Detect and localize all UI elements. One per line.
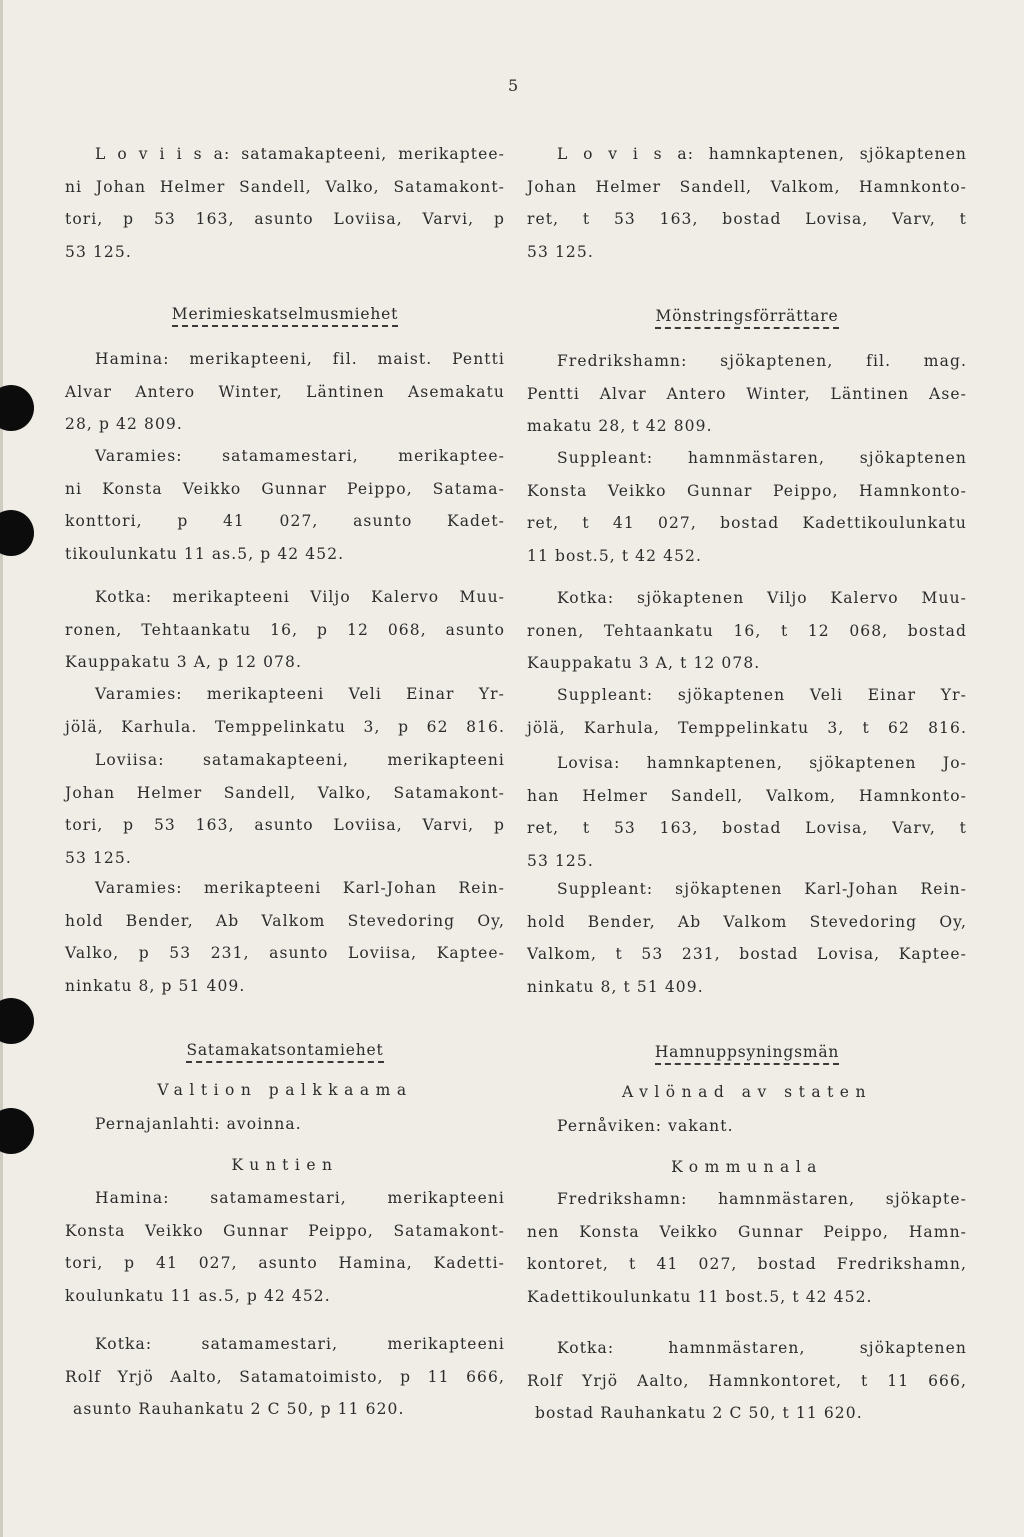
text-line: Varamies: merikapteeni Veli Einar Yr- — [95, 685, 505, 703]
entry-deputy — [65, 872, 505, 1002]
subsection-heading: Valtion palkkaama — [157, 1081, 413, 1099]
text-line: jölä, Karhula. Temppelinkatu 3, p 62 816. — [65, 717, 505, 736]
text-line: Kotka: hamnmästaren, sjökaptenen — [557, 1339, 967, 1357]
entry-deputy — [65, 678, 505, 743]
text-line: ronen, Tehtaankatu 16, t 12 068, bostad — [527, 621, 967, 640]
text-line: ni Johan Helmer Sandell, Valko, Satamakont- — [65, 177, 505, 196]
text-line: Kauppakatu 3 A, t 12 078. — [527, 654, 761, 672]
section-heading: Merimieskatselmusmiehet — [65, 304, 505, 327]
text-line: Konsta Veikko Gunnar Peippo, Hamnkonto- — [527, 481, 967, 500]
text-line: 53 125. — [65, 848, 132, 867]
text-line: koulunkatu 11 as.5, p 42 452. — [65, 1286, 331, 1305]
entry-deputy — [65, 440, 505, 570]
text-line: bostad Rauhankatu 2 C 50, t 11 620. — [535, 1404, 863, 1422]
text-line: ronen, Tehtaankatu 16, p 12 068, asunto — [65, 620, 505, 639]
text-line: 11 bost.5, t 42 452. — [527, 546, 703, 565]
text-line: Fredrikshamn: hamnmästaren, sjökapte- — [557, 1190, 967, 1208]
section-heading: Hamnuppsyningsmän — [527, 1042, 967, 1065]
text-line: 53 125. — [65, 242, 132, 261]
text-line: Suppleant: hamnmästaren, sjökaptenen — [557, 449, 967, 467]
binding-hole — [0, 1108, 34, 1154]
binding-hole — [0, 510, 34, 556]
text-line: makatu 28, t 42 809. — [527, 417, 713, 435]
entry-pernaja — [65, 1108, 505, 1141]
entry-fredrikshamn-harbour — [527, 1183, 967, 1313]
text-line: Hamina: satamamestari, merikapteeni — [95, 1189, 505, 1207]
text-line: L o v i i s a: satamakapteeni, merikaptee- — [95, 145, 505, 163]
text-line: L o v i s a: hamnkaptenen, sjökaptenen — [557, 145, 967, 163]
text-line: tori, p 53 163, asunto Loviisa, Varvi, p — [65, 816, 505, 834]
section-heading: Satamakatsontamiehet — [65, 1040, 505, 1063]
text-line: han Helmer Sandell, Valkom, Hamnkonto- — [527, 786, 967, 805]
text-line: hold Bender, Ab Valkom Stevedoring Oy, — [65, 911, 505, 930]
text-line: Pernåviken: vakant. — [557, 1117, 734, 1135]
text-line: Fredrikshamn: sjökaptenen, fil. mag. — [557, 352, 967, 370]
entry-hamina-harbour — [65, 1182, 505, 1312]
text-line: ret, t 41 027, bostad Kadettikoulunkatu — [527, 514, 967, 532]
text-line: konttori, p 41 027, asunto Kadet- — [65, 512, 505, 530]
text-line: Pentti Alvar Antero Winter, Läntinen Ase- — [527, 384, 967, 403]
text-line: jölä, Karhula, Temppelinkatu 3, t 62 816. — [527, 718, 967, 737]
text-line: asunto Rauhankatu 2 C 50, p 11 620. — [73, 1400, 405, 1418]
text-line: ret, t 53 163, bostad Lovisa, Varv, t — [527, 819, 967, 837]
entry-hamina — [65, 343, 505, 441]
entry-kotka — [65, 581, 505, 679]
text-line: hold Bender, Ab Valkom Stevedoring Oy, — [527, 912, 967, 931]
entry-suppleant — [527, 442, 967, 572]
text-line: Kotka: merikapteeni Viljo Kalervo Muu- — [95, 588, 505, 606]
text-line: Loviisa: satamakapteeni, merikapteeni — [95, 751, 505, 769]
text-line: 28, p 42 809. — [65, 415, 183, 433]
entry-suppleant — [527, 679, 967, 744]
text-line: ret, t 53 163, bostad Lovisa, Varv, t — [527, 210, 967, 228]
entry-suppleant — [527, 873, 967, 1003]
text-line: Hamina: merikapteeni, fil. maist. Pentti — [95, 350, 505, 368]
text-line: Pernajanlahti: avoinna. — [95, 1115, 302, 1133]
subsection-heading: Avlönad av staten — [622, 1083, 872, 1101]
binding-hole — [0, 998, 34, 1044]
entry-pernaviken — [527, 1110, 967, 1143]
text-line: Lovisa: hamnkaptenen, sjökaptenen Jo- — [557, 754, 967, 772]
text-line: Johan Helmer Sandell, Valkom, Hamnkonto- — [527, 177, 967, 196]
text-line: ninkatu 8, p 51 409. — [65, 976, 246, 995]
text-line: Valko, p 53 231, asunto Loviisa, Kaptee- — [65, 944, 505, 962]
text-line: Johan Helmer Sandell, Valko, Satamakont- — [65, 783, 505, 802]
section-heading: Mönstringsförrättare — [527, 306, 967, 329]
text-line: Rolf Yrjö Aalto, Satamatoimisto, p 11 666, — [65, 1367, 505, 1386]
text-line: Kotka: satamamestari, merikapteeni — [95, 1335, 505, 1353]
entry-fredrikshamn — [527, 345, 967, 443]
entry-loviisa — [65, 744, 505, 874]
text-line: tori, p 41 027, asunto Hamina, Kadetti- — [65, 1254, 505, 1272]
text-line: Rolf Yrjö Aalto, Hamnkontoret, t 11 666, — [527, 1371, 967, 1390]
page-number: 5 — [508, 76, 520, 95]
text-line: Kadettikoulunkatu 11 bost.5, t 42 452. — [527, 1287, 873, 1306]
entry-kotka — [527, 582, 967, 680]
page-edge — [0, 0, 3, 1537]
text-line: 53 125. — [527, 851, 594, 870]
text-line: Suppleant: sjökaptenen Karl-Johan Rein- — [557, 880, 967, 898]
text-line: Konsta Veikko Gunnar Peippo, Satamakont- — [65, 1221, 505, 1240]
text-line: ni Konsta Veikko Gunnar Peippo, Satama- — [65, 479, 505, 498]
text-line: Kotka: sjökaptenen Viljo Kalervo Muu- — [557, 589, 967, 607]
text-line: kontoret, t 41 027, bostad Fredrikshamn, — [527, 1255, 967, 1273]
text-line: Valkom, t 53 231, bostad Lovisa, Kaptee- — [527, 945, 967, 963]
text-line: Varamies: merikapteeni Karl-Johan Rein- — [95, 879, 505, 897]
text-line: Varamies: satamamestari, merikaptee- — [95, 447, 505, 465]
entry-kotka-harbour — [527, 1332, 967, 1430]
intro-paragraph — [65, 138, 505, 268]
entry-kotka-harbour — [65, 1328, 505, 1426]
text-line: nen Konsta Veikko Gunnar Peippo, Hamn- — [527, 1222, 967, 1241]
intro-paragraph — [527, 138, 967, 268]
text-line: 53 125. — [527, 242, 594, 261]
subsection-heading: Kommunala — [671, 1158, 823, 1176]
entry-lovisa — [527, 747, 967, 877]
text-line: tikoulunkatu 11 as.5, p 42 452. — [65, 544, 345, 563]
text-line: tori, p 53 163, asunto Loviisa, Varvi, p — [65, 210, 505, 228]
text-line: Alvar Antero Winter, Läntinen Asemakatu — [65, 382, 505, 401]
text-line: Kauppakatu 3 A, p 12 078. — [65, 653, 303, 671]
text-line: ninkatu 8, t 51 409. — [527, 977, 704, 996]
binding-hole — [0, 385, 34, 431]
text-line: Suppleant: sjökaptenen Veli Einar Yr- — [557, 686, 967, 704]
subsection-heading: Kuntien — [231, 1156, 339, 1174]
